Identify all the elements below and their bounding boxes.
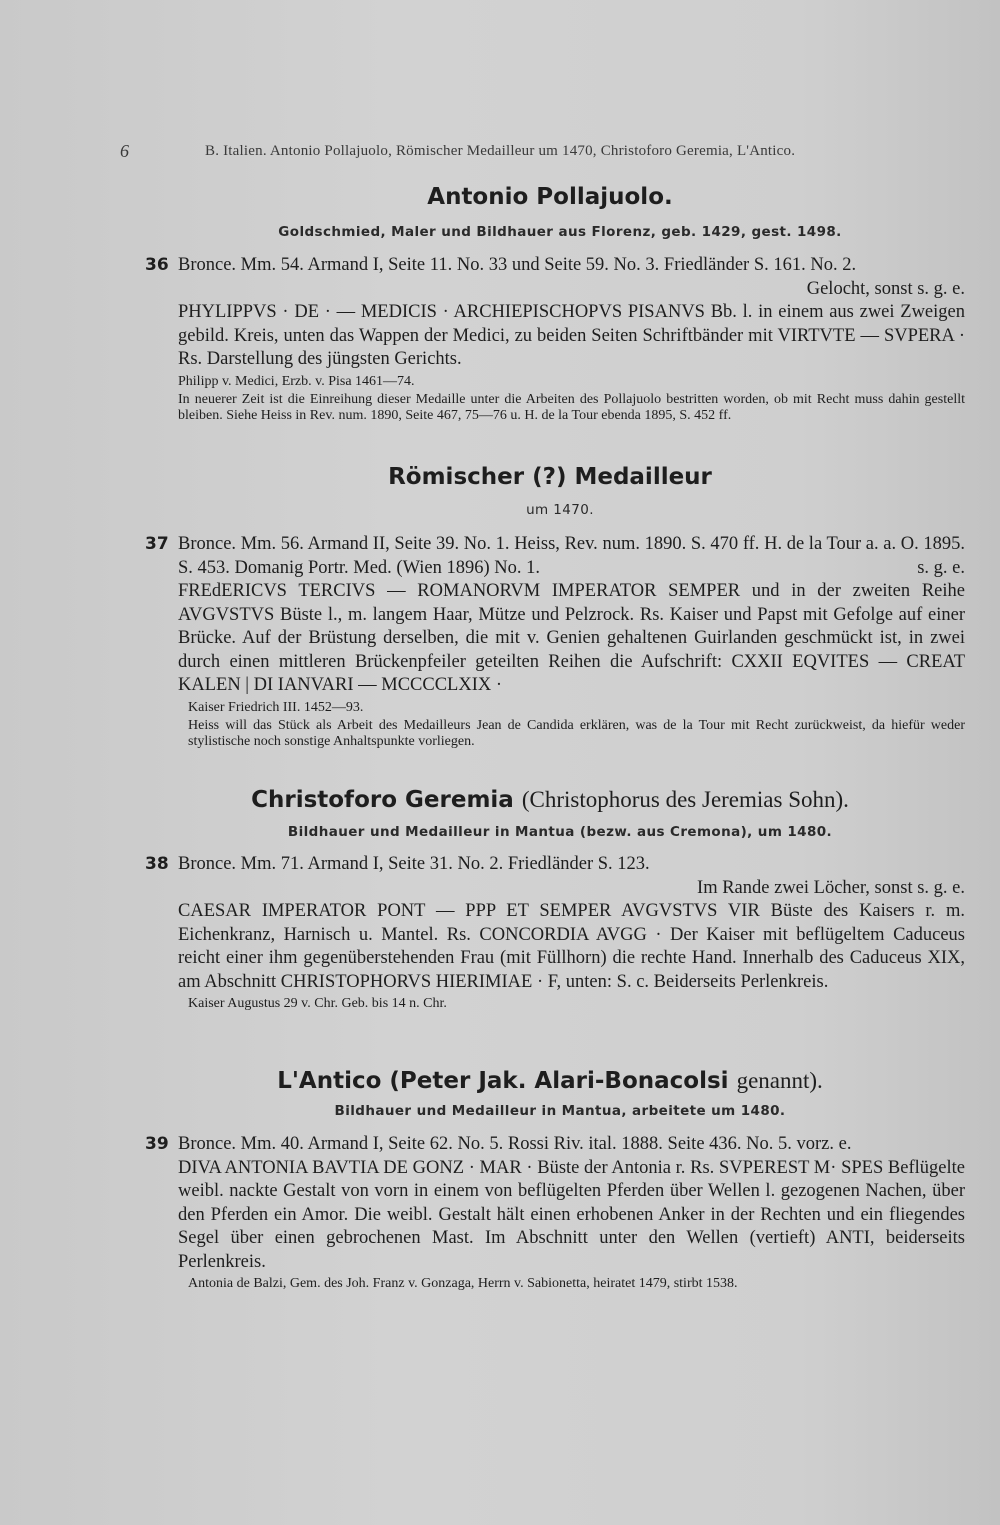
section-title-pollajuolo — [120, 184, 980, 210]
catalog-entry-36 — [145, 254, 965, 424]
entry-note: In neuerer Zeit ist die Einreihung dieser Medaille unter die Arbeiten des Pollajuolo bestritten worden, ob mit Recht muss dahin gestellt bleiben. Siehe Heiss in Rev. num. 1890, Seite 467, 75—76 u. H. de la Tour ebenda 1895, S. 452 ff. — [178, 391, 965, 423]
entry-condition: Gelocht, sonst s. g. e. — [806, 278, 965, 299]
entry-description: FREdERICVS TERCIVS — ROMANORVM IMPERATOR SEMPER und in der zweiten Reihe AVGVSTVS Büste l., m. langem Haar, Mütze und Pelzrock. Rs. Kaiser und Papst mit Gefolge auf einer Brücke. Auf der Brüstung derselben, die mit v. Genien gehaltenen Guirlanden geschmückt ist, in zwei durch einen mittleren Brückenpfeiler geteilten Reihen die Aufschrift: CXXII EQVITES — CREAT KALEN | DI IANVARI — MCCCCLXIX · — [178, 581, 965, 695]
entry-condition: Im Rande zwei Löcher, sonst s. g. e. — [697, 877, 965, 898]
entry-number: 39 — [145, 1134, 169, 1154]
entry-note: Antonia de Balzi, Gem. des Joh. Franz v. Gonzaga, Herrn v. Sabionetta, heiratet 1479, stirbt 1538. — [188, 1276, 738, 1291]
entry-number: 38 — [145, 854, 169, 874]
page-number: 6 — [120, 141, 130, 161]
entry-reference-line: Bronce. Mm. 71. Armand I, Seite 31. No. 2. Friedländer S. 123. — [178, 854, 650, 874]
entry-note: Heiss will das Stück als Arbeit des Medailleurs Jean de Candida erklären, was de la Tour mit Recht zurückweist, da hiefür weder stylistische noch sonstige Anhaltspunkte vorliegen. — [188, 717, 965, 749]
title-suffix: (Christophorus des Jeremias Sohn). — [521, 787, 849, 812]
entry-number: 37 — [145, 534, 169, 554]
entry-description: DIVA ANTONIA BAVTIA DE GONZ · MAR · Büste der Antonia r. Rs. SVPEREST M· SPES Beflügelte weibl. nackte Gestalt von vorn in einem von beflügelten Pferden über Wellen l. gezogenen Nachen, über den Pferden ein Amor. Die weibl. Gestalt hält einen erhobenen Anker in der Rechten und ein fliegendes Segel über einen gebrochenen Mast. Im Abschnitt unter den Wellen (vertieft) ANTI, beiderseits Perlenkreis. — [178, 1157, 965, 1272]
entry-reference-line: Bronce. Mm. 54. Armand I, Seite 11. No. 33 und Seite 59. No. 3. Friedländer S. 161. No. 2. — [178, 255, 857, 275]
entry-note: Kaiser Augustus 29 v. Chr. Geb. bis 14 n. Chr. — [188, 996, 447, 1011]
entry-reference-line: Bronce. Mm. 40. Armand I, Seite 62. No. 5. Rossi Riv. ital. 1888. Seite 436. No. 5. vorz. e. — [178, 1134, 852, 1154]
reference-text: Bronce. Mm. 56. Armand II, Seite 39. No. 1. Heiss, Rev. num. 1890. S. 470 ff. H. de la Tour a. a. O. 1895. S. 453. Domanig Portr. Med. (Wien 1896) No. 1. — [178, 534, 965, 578]
entry-condition: s. g. e. — [917, 557, 965, 578]
catalog-entry-37 — [145, 533, 965, 750]
entry-reference-line — [178, 533, 965, 580]
entry-description: PHYLIPPVS · DE · — MEDICIS · ARCHIEPISCHOPVS PISANVS Bb. l. in einem aus zwei Zweigen gebild. Kreis, unten das Wappen der Medici, zu beiden Seiten Schriftbänder mit VIRTVTE — SVPERA · Rs. Darstellung des jüngsten Gerichts. — [178, 302, 965, 369]
catalog-entry-38 — [145, 853, 965, 1012]
section-subtitle-pollajuolo: Goldschmied, Maler und Bildhauer aus Florenz, geb. 1429, gest. 1498. — [278, 224, 842, 240]
entry-description: CAESAR IMPERATOR PONT — PPP ET SEMPER AVGVSTVS VIR Büste des Kaisers r. m. Eichenkranz, Harnisch u. Mantel. Rs. CONCORDIA AVGG · Der Kaiser mit beflügeltem Caduceus reicht einer ihm gegenüberstehenden Frau (mit Füllhorn) die rechte Hand. Innerhalb des Caduceus XIX, am Abschnitt CHRISTOPHORVS HIERIMIAE · F, unten: S. c. Beiderseits Perlenkreis. — [178, 901, 965, 992]
running-head-text: B. Italien. Antonio Pollajuolo, Römischer Medailleur um 1470, Christoforo Geremia, L'Antico. — [205, 143, 796, 159]
section-title-roemischer — [120, 464, 980, 490]
title-suffix: genannt). — [736, 1068, 823, 1093]
section-subtitle-antico: Bildhauer und Medailleur in Mantua, arbeitete um 1480. — [334, 1103, 786, 1119]
title-text: Römischer (?) Medailleur — [388, 464, 712, 490]
title-text: L'Antico — [277, 1068, 382, 1094]
title-text: Christoforo Geremia — [251, 787, 514, 813]
section-subtitle-geremia: Bildhauer und Medailleur in Mantua (bezw. aus Cremona), um 1480. — [287, 824, 833, 840]
catalog-entry-39 — [145, 1133, 965, 1292]
title-text: Antonio Pollajuolo. — [427, 184, 673, 210]
entry-number: 36 — [145, 255, 169, 275]
entry-note: Philipp v. Medici, Erzb. v. Pisa 1461—74. — [178, 373, 415, 389]
section-title-geremia — [120, 787, 980, 813]
section-title-antico — [120, 1068, 980, 1094]
entry-note: Kaiser Friedrich III. 1452—93. — [188, 699, 364, 715]
section-subtitle-roemischer: um 1470. — [526, 502, 594, 518]
title-mid: (Peter Jak. Alari-Bonacolsi — [389, 1068, 729, 1094]
